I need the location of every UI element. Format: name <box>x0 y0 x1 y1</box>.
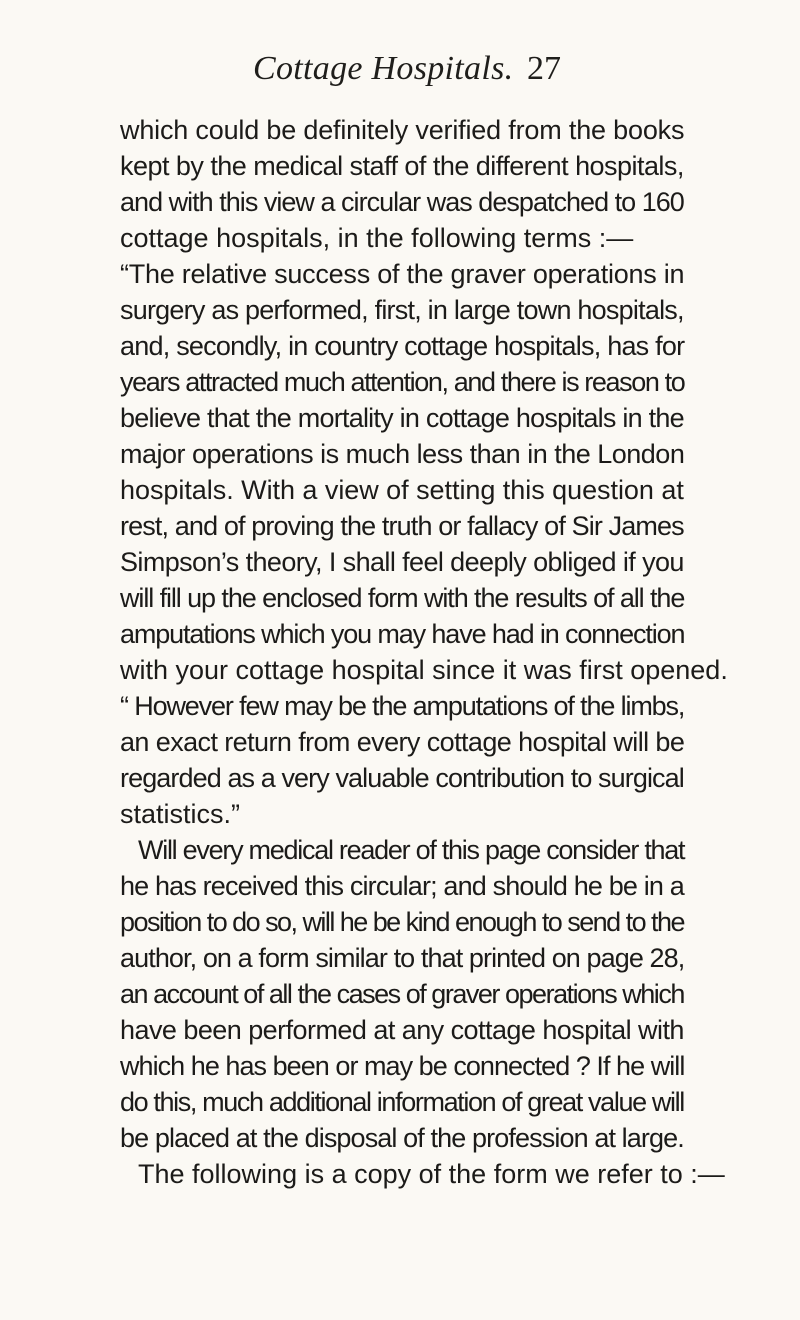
text-line: statistics.” <box>120 799 241 829</box>
text-line: author, on a form similar to that printed on page 28, <box>120 943 685 973</box>
text-line: amputations which you may have had in connection <box>120 619 685 649</box>
text-line: hospitals. With a view of setting this question at <box>120 475 684 505</box>
text-line: The following is a copy of the form we refer to :— <box>138 1159 725 1189</box>
text-line: which he has been or may be connected ? If he will <box>120 1051 685 1081</box>
text-line: will fill up the enclosed form with the results of all the <box>120 583 685 613</box>
text-line: an account of all the cases of graver operations which <box>120 979 684 1009</box>
text-line: “The relative success of the graver operations in <box>120 259 685 289</box>
text-line: with your cottage hospital since it was first opened. <box>120 655 728 685</box>
text-line: cottage hospitals, in the following terms :— <box>120 223 634 253</box>
text-line: years attracted much attention, and there is reason to <box>120 367 685 397</box>
text-line: have been performed at any cottage hospital with <box>120 1015 684 1045</box>
running-title: Cottage Hospitals. <box>253 50 514 87</box>
text-line: which could be definitely verified from the books <box>120 115 685 145</box>
text-line: believe that the mortality in cottage hospitals in the <box>120 403 684 433</box>
page-header <box>0 44 800 94</box>
text-line: surgery as performed, first, in large town hospitals, <box>120 295 684 325</box>
text-line: major operations is much less than in the London <box>120 439 685 469</box>
text-line: he has received this circular; and should he be in a <box>120 871 684 901</box>
text-line: Will every medical reader of this page consider that <box>138 835 685 865</box>
text-line: Simpson’s theory, I shall feel deeply obliged if you <box>120 547 684 577</box>
text-line: position to do so, will he be kind enough to send to the <box>120 907 684 937</box>
text-line: and with this view a circular was despatched to 160 <box>120 187 684 217</box>
text-line: rest, and of proving the truth or fallacy of Sir James <box>120 511 684 541</box>
text-line: “ However few may be the amputations of the limbs, <box>120 691 685 721</box>
text-line: regarded as a very valuable contribution to surgical <box>120 763 684 793</box>
text-line: do this, much additional information of great value will <box>120 1087 684 1117</box>
text-line: be placed at the disposal of the profession at large. <box>120 1123 684 1153</box>
page-number: 27 <box>527 50 561 87</box>
text-line: an exact return from every cottage hospital will be <box>120 727 685 757</box>
text-line: kept by the medical staff of the different hospitals, <box>120 151 684 181</box>
text-line: and, secondly, in country cottage hospitals, has for <box>120 331 685 361</box>
